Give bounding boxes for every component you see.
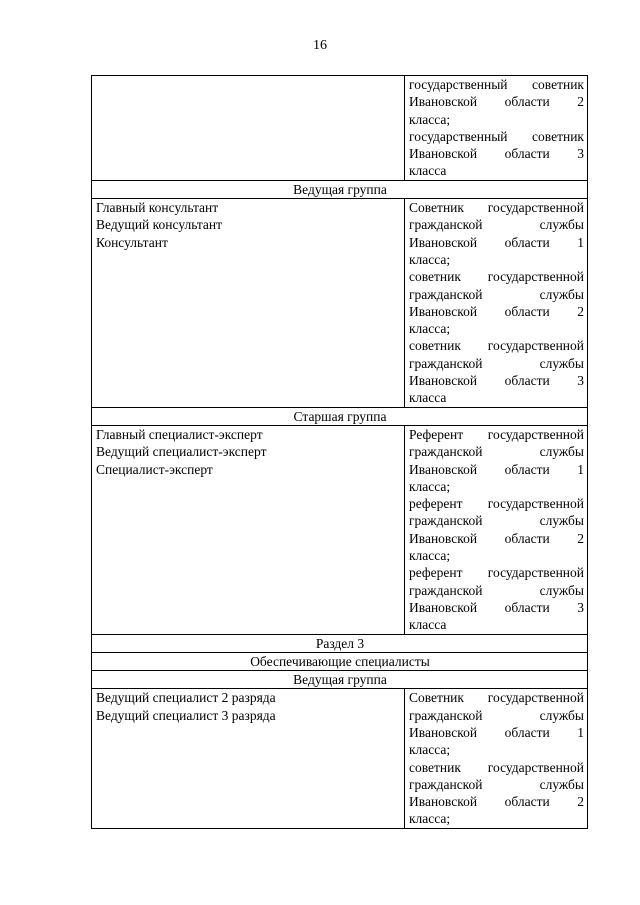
cell-line: гражданской службы xyxy=(409,707,584,723)
cell-line: Ивановской области 2 xyxy=(409,530,584,546)
cell-line: Ивановской области 1 xyxy=(409,724,584,740)
class-ranks-cell xyxy=(405,689,588,828)
cell-line: класса; xyxy=(409,548,451,564)
cell-line: Референт государственной xyxy=(409,426,584,442)
cell-line: референт государственной xyxy=(409,565,584,581)
group-header-row xyxy=(92,671,588,689)
cell-line: советник государственной xyxy=(409,269,584,285)
cell-line: Ивановской области 3 xyxy=(409,599,584,615)
cell-line: гражданской службы xyxy=(409,217,584,233)
cell-line: гражданской службы xyxy=(409,355,584,371)
group-header: Ведущая группа xyxy=(92,180,588,198)
cell-line: Ивановской области 3 xyxy=(409,146,584,162)
cell-line: Ивановской области 2 xyxy=(409,94,584,110)
cell-line: класса xyxy=(409,617,447,633)
section-header-row xyxy=(92,634,588,652)
cell-line: класса; xyxy=(409,111,451,127)
positions-cell xyxy=(92,425,405,634)
group-header: Старшая группа xyxy=(92,407,588,425)
table-row xyxy=(92,689,588,828)
cell-line: Консультант xyxy=(96,234,168,250)
cell-line: Советник государственной xyxy=(409,200,584,216)
cell-line: Главный консультант xyxy=(96,200,219,216)
cell-line: класса xyxy=(409,163,447,179)
classification-table xyxy=(91,75,588,829)
positions-cell xyxy=(92,76,405,181)
section-name-row xyxy=(92,652,588,670)
cell-line: Ведущий специалист 2 разряда xyxy=(96,690,276,706)
table-row xyxy=(92,199,588,408)
class-ranks-cell xyxy=(405,199,588,408)
cell-line: Главный специалист-эксперт xyxy=(96,426,263,442)
cell-line: Советник государственной xyxy=(409,690,584,706)
cell-line: класса; xyxy=(409,742,451,758)
cell-line: государственный советник xyxy=(409,128,584,144)
cell-line: гражданской службы xyxy=(409,776,584,792)
cell-line: класса; xyxy=(409,478,451,494)
section-name: Обеспечивающие специалисты xyxy=(92,652,588,670)
cell-line: Ивановской области 1 xyxy=(409,234,584,250)
cell-line: референт государственной xyxy=(409,496,584,512)
positions-cell xyxy=(92,689,405,828)
cell-line: класса; xyxy=(409,811,451,827)
cell-line: класса xyxy=(409,390,447,406)
cell-line: гражданской службы xyxy=(409,286,584,302)
cell-line: Ивановской области 1 xyxy=(409,461,584,477)
table-row xyxy=(92,76,588,181)
cell-line: Ведущий специалист 3 разряда xyxy=(96,707,276,723)
class-ranks-cell xyxy=(405,76,588,181)
table-row xyxy=(92,425,588,634)
group-header-row xyxy=(92,407,588,425)
cell-line: Ивановской области 2 xyxy=(409,303,584,319)
cell-line: Ведущий консультант xyxy=(96,217,223,233)
group-header: Ведущая группа xyxy=(92,671,588,689)
cell-line: Ведущий специалист-эксперт xyxy=(96,444,267,460)
cell-line: Ивановской области 3 xyxy=(409,373,584,389)
cell-line: гражданской службы xyxy=(409,513,584,529)
cell-line: класса; xyxy=(409,321,451,337)
cell-line: государственный советник xyxy=(409,77,584,92)
page-number: 16 xyxy=(313,38,327,53)
section-header: Раздел 3 xyxy=(92,634,588,652)
cell-line: советник государственной xyxy=(409,759,584,775)
positions-cell xyxy=(92,199,405,408)
class-ranks-cell xyxy=(405,425,588,634)
group-header-row xyxy=(92,180,588,198)
cell-line: Ивановской области 2 xyxy=(409,794,584,810)
cell-line: Специалист-эксперт xyxy=(96,461,213,477)
cell-line: класса; xyxy=(409,251,451,267)
cell-line: советник государственной xyxy=(409,338,584,354)
cell-line: гражданской службы xyxy=(409,582,584,598)
cell-line: гражданской службы xyxy=(409,444,584,460)
